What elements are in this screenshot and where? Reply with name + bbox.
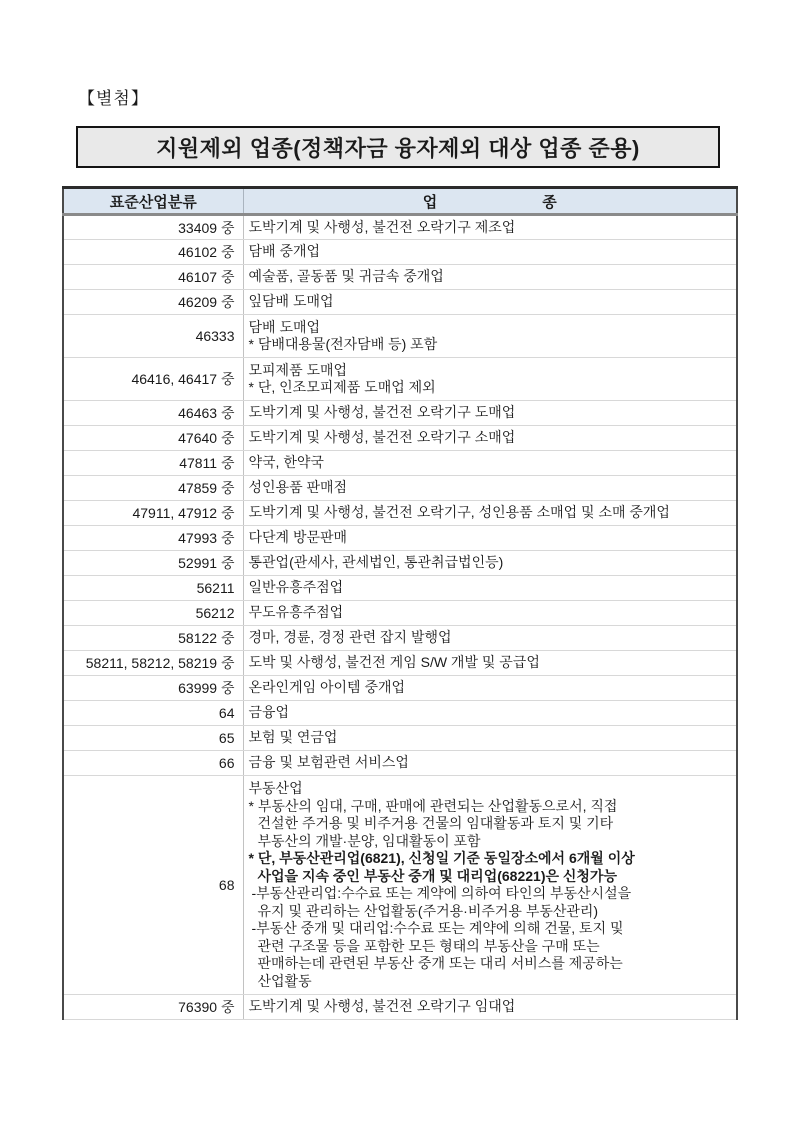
industry-desc-line: -부동산 중개 및 대리업:수수료 또는 계약에 의해 건물, 토지 및 [251, 920, 624, 936]
industry-code-cell: 65 [63, 726, 243, 751]
industry-desc-line: 담배 도매업 [248, 318, 321, 335]
table-header-row [63, 188, 737, 215]
table-row [63, 290, 737, 315]
industry-desc-line: 예술품, 골동품 및 귀금속 중개업 [248, 268, 444, 285]
industry-desc-cell [243, 601, 737, 626]
industry-desc-cell [243, 265, 737, 290]
industry-code-cell: 56212 [63, 601, 243, 626]
table-row [63, 401, 737, 426]
title-box [76, 126, 720, 168]
table-row [63, 576, 737, 601]
page-title: 지원제외 업종(정책자금 융자제외 대상 업종 준용) [156, 135, 640, 161]
table-row [63, 651, 737, 676]
industry-desc-cell [243, 676, 737, 701]
industry-code-cell: 47911, 47912 중 [63, 501, 243, 526]
table-row [63, 626, 737, 651]
col-header-industry: 업 종 [243, 188, 737, 215]
industry-code-cell: 68 [63, 776, 243, 995]
industry-desc-line: 부동산의 개발·분양, 임대활동이 포함 [257, 832, 481, 849]
industry-desc-line: 모피제품 도매업 [248, 361, 348, 378]
industry-desc-cell [243, 358, 737, 401]
industry-code-cell: 47811 중 [63, 451, 243, 476]
industry-code-cell: 33409 중 [63, 215, 243, 240]
industry-desc-cell [243, 551, 737, 576]
industry-desc-line: 담배 중개업 [248, 243, 321, 260]
industry-code-cell: 46209 중 [63, 290, 243, 315]
industry-desc-cell [243, 240, 737, 265]
industry-table-body [63, 215, 737, 1020]
industry-desc-cell [243, 401, 737, 426]
table-row [63, 551, 737, 576]
industry-desc-line: -부동산관리업:수수료 또는 계약에 의하여 타인의 부동산시설을 [251, 885, 632, 901]
industry-desc-line: 도박기계 및 사행성, 불건전 오락기구 소매업 [248, 429, 516, 446]
industry-code-cell: 56211 [63, 576, 243, 601]
industry-desc-line: 잎담배 도매업 [248, 293, 334, 310]
industry-desc-line: 도박 및 사행성, 불건전 게임 S/W 개발 및 공급업 [248, 654, 540, 671]
industry-code-cell: 47859 중 [63, 476, 243, 501]
industry-desc-line: 유지 및 관리하는 산업활동(주거용·비주거용 부동산관리) [257, 902, 599, 919]
industry-desc-line: 보험 및 연금업 [248, 729, 338, 746]
industry-desc-line: 금융업 [248, 704, 290, 721]
table-row [63, 601, 737, 626]
industry-desc-line: * 담배대용물(전자담배 등) 포함 [248, 336, 438, 352]
industry-desc-line: 약국, 한약국 [248, 454, 324, 471]
industry-code-cell: 46333 [63, 315, 243, 358]
table-row [63, 701, 737, 726]
industry-desc-cell [243, 290, 737, 315]
industry-code-cell: 46463 중 [63, 401, 243, 426]
table-row [63, 426, 737, 451]
industry-code-cell: 46102 중 [63, 240, 243, 265]
industry-desc-line: 온라인게임 아이템 중개업 [248, 679, 406, 696]
industry-desc-line: 경마, 경륜, 경정 관련 잡지 발행업 [248, 629, 452, 646]
table-row [63, 751, 737, 776]
industry-desc-cell [243, 651, 737, 676]
industry-desc-line: 일반유흥주점업 [248, 579, 344, 596]
industry-desc-cell [243, 476, 737, 501]
industry-code-cell: 66 [63, 751, 243, 776]
industry-desc-line: 사업을 지속 중인 부동산 중개 및 대리업(68221)은 신청가능 [257, 867, 617, 884]
industry-desc-line: 도박기계 및 사행성, 불건전 오락기구 임대업 [248, 998, 516, 1015]
industry-desc-line: * 단, 부동산관리업(6821), 신청일 기준 동일장소에서 6개월 이상 [248, 850, 635, 866]
industry-desc-cell [243, 626, 737, 651]
industry-desc-cell [243, 701, 737, 726]
industry-desc-cell [243, 315, 737, 358]
industry-desc-line: * 부동산의 임대, 구매, 판매에 관련되는 산업활동으로서, 직접 [248, 797, 618, 814]
industry-desc-cell [243, 776, 737, 995]
industry-desc-cell [243, 995, 737, 1020]
industry-desc-line: 판매하는데 관련된 부동산 중개 또는 대리 서비스를 제공하는 [257, 955, 623, 971]
industry-desc-line: 부동산업 [248, 780, 303, 796]
attachment-label: 【별첨】 [78, 89, 149, 108]
industry-desc-line: 도박기계 및 사행성, 불건전 오락기구 도매업 [248, 404, 516, 421]
industry-desc-cell [243, 751, 737, 776]
industry-table [62, 186, 738, 1020]
industry-code-cell: 76390 중 [63, 995, 243, 1020]
industry-desc-cell [243, 726, 737, 751]
industry-desc-line: * 단, 인조모피제품 도매업 제외 [248, 379, 436, 395]
table-row [63, 315, 737, 358]
industry-code-cell: 46107 중 [63, 265, 243, 290]
industry-desc-line: 금융 및 보험관련 서비스업 [248, 754, 409, 771]
industry-desc-line: 무도유흥주점업 [248, 604, 344, 621]
table-row [63, 676, 737, 701]
table-row [63, 995, 737, 1020]
table-row [63, 476, 737, 501]
industry-code-cell: 47640 중 [63, 426, 243, 451]
industry-desc-cell [243, 215, 737, 240]
industry-desc-line: 관련 구조물 등을 포함한 모든 형태의 부동산을 구매 또는 [257, 937, 600, 954]
industry-code-cell: 64 [63, 701, 243, 726]
table-row [63, 358, 737, 401]
industry-desc-line: 다단계 방문판매 [248, 529, 348, 546]
industry-desc-cell [243, 501, 737, 526]
col-header-classification: 표준산업분류 [63, 188, 243, 215]
industry-code-cell: 52991 중 [63, 551, 243, 576]
industry-code-cell: 63999 중 [63, 676, 243, 701]
table-row [63, 526, 737, 551]
table-row [63, 265, 737, 290]
industry-desc-line: 성인용품 판매점 [248, 479, 348, 496]
table-row [63, 726, 737, 751]
industry-desc-cell [243, 576, 737, 601]
industry-desc-line: 건설한 주거용 및 비주거용 건물의 임대활동과 토지 및 기타 [257, 815, 614, 831]
industry-desc-line: 도박기계 및 사행성, 불건전 오락기구 제조업 [248, 218, 516, 235]
industry-code-cell: 58211, 58212, 58219 중 [63, 651, 243, 676]
table-row [63, 240, 737, 265]
industry-code-cell: 58122 중 [63, 626, 243, 651]
industry-desc-cell [243, 451, 737, 476]
industry-desc-cell [243, 526, 737, 551]
industry-code-cell: 47993 중 [63, 526, 243, 551]
industry-code-cell: 46416, 46417 중 [63, 358, 243, 401]
table-row [63, 215, 737, 240]
industry-desc-cell [243, 426, 737, 451]
industry-desc-line: 산업활동 [257, 972, 312, 989]
table-row [63, 501, 737, 526]
table-row [63, 776, 737, 995]
industry-desc-line: 도박기계 및 사행성, 불건전 오락기구, 성인용품 소매업 및 소매 중개업 [248, 504, 670, 521]
industry-desc-line: 통관업(관세사, 관세법인, 통관취급법인등) [248, 554, 504, 571]
table-row [63, 451, 737, 476]
